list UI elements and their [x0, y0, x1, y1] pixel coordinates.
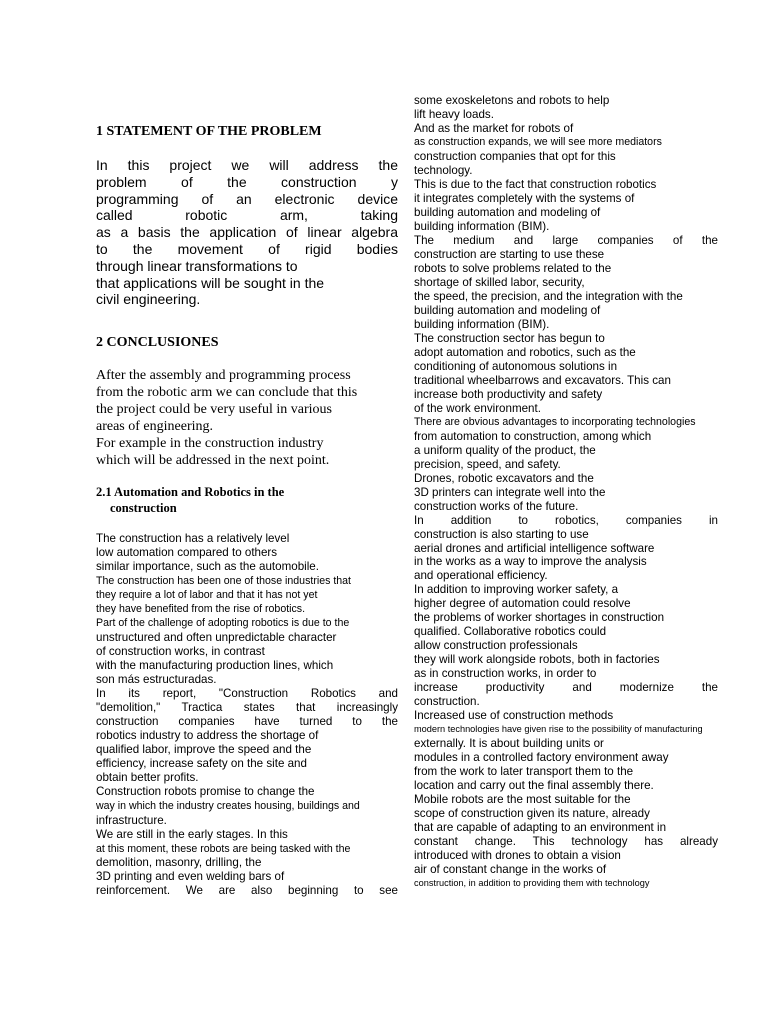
text-line: construction, in addition to providing them with technology: [414, 878, 650, 889]
text-line: robotics industry to address the shortage of: [96, 729, 319, 743]
section-heading-conclusions: 2 CONCLUSIONES: [96, 335, 219, 350]
text-line: construction companies that opt for this: [414, 149, 616, 163]
text-line: which will be addressed in the next point.: [96, 452, 330, 468]
text-line: modules in a controlled factory environment away: [414, 751, 669, 765]
text-line: And as the market for robots of: [414, 121, 574, 135]
text-line: the problems of worker shortages in construction: [414, 611, 665, 625]
text-line: The medium and large companies of the: [414, 233, 718, 247]
text-line: they require a lot of labor and that it has not yet: [96, 589, 318, 602]
text-line: son más estructuradas.: [96, 672, 217, 686]
text-line: as in construction works, in order to: [414, 667, 597, 681]
text-line: Drones, robotic excavators and the: [414, 471, 594, 485]
text-line: Increased use of construction methods: [414, 709, 614, 723]
text-line: obtain better profits.: [96, 771, 199, 785]
text-line: unstructured and often unpredictable character: [96, 630, 337, 644]
body-paragraph: [96, 532, 398, 898]
text-line: shortage of skilled labor, security,: [414, 275, 585, 289]
text-line: We are still in the early stages. In this: [96, 827, 288, 841]
text-line: to the movement of rigid bodies: [96, 240, 398, 257]
text-line: the speed, the precision, and the integration with the: [414, 289, 683, 303]
text-line: allow construction professionals: [414, 639, 578, 653]
text-line: precision, speed, and safety.: [414, 457, 561, 471]
text-line: The construction has been one of those industries that: [96, 575, 352, 588]
text-line: technology.: [414, 163, 473, 177]
text-line: higher degree of automation could resolve: [414, 597, 631, 611]
text-line: programming of an electronic device: [96, 190, 398, 207]
conclusions-paragraph: [96, 368, 398, 469]
text-line: building automation and modeling of: [414, 303, 601, 317]
text-line: conditioning of autonomous solutions in: [414, 359, 618, 373]
text-line: qualified labor, improve the speed and the: [96, 743, 312, 757]
text-line: of construction works, in contrast: [96, 644, 265, 658]
text-line: building information (BIM).: [414, 219, 550, 233]
text-line: building information (BIM).: [414, 317, 550, 331]
text-line: and operational efficiency.: [414, 569, 548, 583]
text-line: with the manufacturing production lines, which: [96, 658, 334, 672]
text-line: There are obvious advantages to incorporating technologies: [414, 415, 696, 428]
text-line: construction companies have turned to the: [96, 715, 398, 729]
text-line: scope of construction given its nature, already: [414, 807, 650, 821]
text-line: robots to solve problems related to the: [414, 261, 612, 275]
text-line: way in which the industry creates housing, buildings and: [96, 800, 360, 813]
text-line: that applications will be sought in the: [96, 274, 325, 291]
text-line: reinforcement. We are also beginning to see: [96, 883, 398, 897]
text-line: modern technologies have given rise to the possibility of manufacturing: [414, 724, 703, 735]
right-column-paragraph: [414, 94, 718, 891]
text-line: This is due to the fact that construction robotics: [414, 177, 657, 191]
text-line: construction works of the future.: [414, 499, 579, 513]
text-line: efficiency, increase safety on the site and: [96, 757, 307, 771]
text-line: introduced with drones to obtain a vision: [414, 849, 621, 863]
text-line: it integrates completely with the systems of: [414, 191, 635, 205]
text-line: In addition to robotics, companies in: [414, 513, 718, 527]
text-line: construction are starting to use these: [414, 247, 605, 261]
text-line: After the assembly and programming process: [96, 368, 351, 383]
text-line: location and carry out the final assembly there.: [414, 779, 654, 793]
text-line: aerial drones and artificial intelligence software: [414, 541, 655, 555]
subsection-heading-line: 2.1 Automation and Robotics in the: [96, 485, 285, 499]
text-line: increase both productivity and safety: [414, 387, 603, 401]
text-line: construction is also starting to use: [414, 527, 589, 541]
text-line: the project could be very useful in various: [96, 401, 332, 417]
text-line: similar importance, such as the automobile.: [96, 560, 319, 574]
text-line: from automation to construction, among which: [414, 429, 652, 443]
text-line: constant change. This technology has already: [414, 835, 718, 849]
subsection-heading: [96, 485, 398, 516]
text-line: from the robotic arm we can conclude that this: [96, 384, 358, 400]
subsection-heading-line: construction: [110, 500, 177, 515]
text-line: through linear transformations to: [96, 257, 298, 274]
text-line: called robotic arm, taking: [96, 207, 398, 224]
text-line: areas of engineering.: [96, 418, 213, 434]
text-line: qualified. Collaborative robotics could: [414, 625, 607, 639]
section-heading-statement: 1 STATEMENT OF THE PROBLEM: [96, 124, 322, 139]
text-line: construction.: [414, 695, 480, 709]
text-line: demolition, masonry, drilling, the: [96, 855, 262, 869]
text-line: The construction sector has begun to: [414, 331, 605, 345]
text-line: problem of the construction y: [96, 173, 398, 190]
text-line: infrastructure.: [96, 813, 167, 827]
text-line: The construction has a relatively level: [96, 532, 290, 545]
text-line: a uniform quality of the product, the: [414, 443, 596, 457]
text-line: some exoskeletons and robots to help: [414, 94, 610, 107]
text-line: Mobile robots are the most suitable for the: [414, 793, 631, 807]
text-line: building automation and modeling of: [414, 205, 601, 219]
text-line: in the works as a way to improve the analysis: [414, 555, 647, 569]
text-line: as construction expands, we will see more mediators: [414, 135, 662, 148]
text-line: In its report, "Construction Robotics and: [96, 686, 398, 700]
text-line: In this project we will address the: [96, 157, 398, 173]
text-line: externally. It is about building units or: [414, 737, 604, 751]
text-line: civil engineering.: [96, 291, 201, 308]
text-line: as a basis the application of linear algebra: [96, 224, 398, 241]
text-line: 3D printing and even welding bars of: [96, 869, 285, 883]
text-line: air of constant change in the works of: [414, 863, 607, 877]
text-line: they will work alongside robots, both in factories: [414, 653, 660, 667]
text-line: traditional wheelbarrows and excavators. This can: [414, 373, 671, 387]
text-line: from the work to later transport them to the: [414, 765, 634, 779]
text-line: that are capable of adapting to an environment in: [414, 821, 667, 835]
text-line: they have benefited from the rise of robotics.: [96, 603, 306, 616]
text-line: lift heavy loads.: [414, 107, 494, 121]
text-line: adopt automation and robotics, such as the: [414, 345, 636, 359]
text-line: Part of the challenge of adopting robotics is due to the: [96, 617, 350, 630]
text-line: of the work environment.: [414, 401, 541, 415]
text-line: In addition to improving worker safety, a: [414, 583, 619, 597]
intro-paragraph: [96, 157, 398, 308]
text-line: Construction robots promise to change the: [96, 785, 315, 799]
text-line: "demolition," Tractica states that increasingly: [96, 700, 398, 714]
text-line: increase productivity and modernize the: [414, 681, 718, 695]
text-line: For example in the construction industry: [96, 435, 324, 451]
text-line: low automation compared to others: [96, 546, 278, 560]
text-line: at this moment, these robots are being tasked with the: [96, 842, 351, 855]
text-line: 3D printers can integrate well into the: [414, 485, 606, 499]
